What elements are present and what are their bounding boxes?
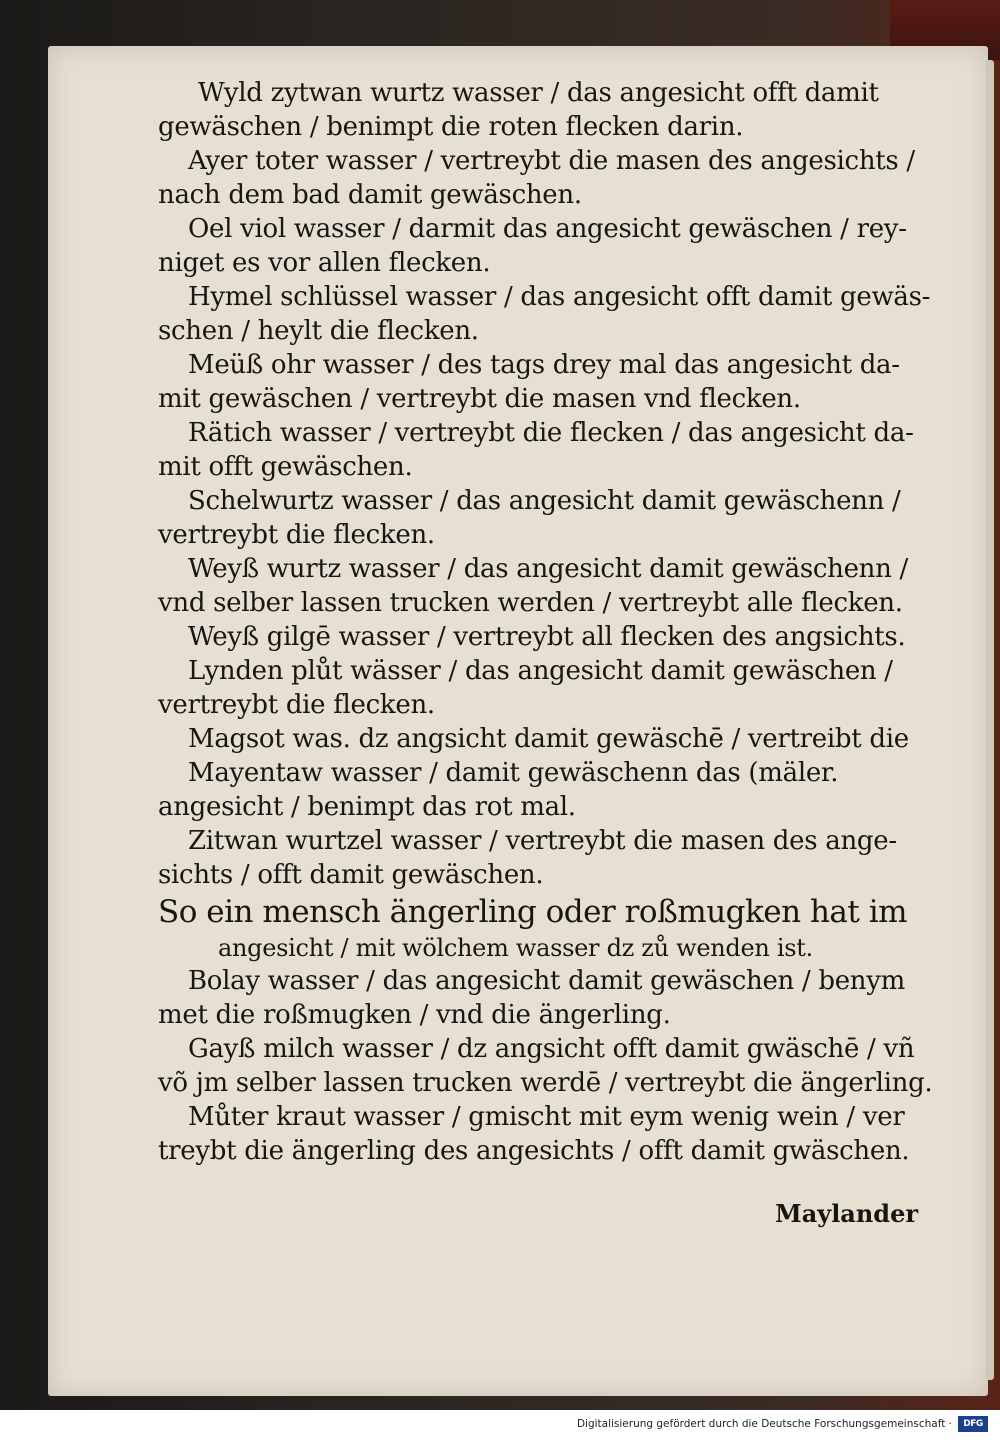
text-line: mit gewäschen / vertreybt die masen vnd flecken.: [158, 384, 801, 414]
text-line: Wyld zytwan wurtz wasser / das angesicht offt damit: [198, 78, 879, 108]
text-line: sichts / offt damit gewäschen.: [158, 860, 544, 890]
text-line: met die roßmugken / vnd die ängerling.: [158, 1000, 671, 1030]
text-line: mit offt gewäschen.: [158, 452, 413, 482]
text-line: angesicht / benimpt das rot mal.: [158, 792, 576, 822]
section-subheading: angesicht / mit wölchem wasser dz zů wenden ist.: [218, 934, 813, 962]
page-edge: [986, 60, 994, 1380]
text-line: Schelwurtz wasser / das angesicht damit gewäschenn /: [188, 486, 901, 516]
text-line: schen / heylt die flecken.: [158, 316, 479, 346]
funding-note: Digitalisierung gefördert durch die Deutsche Forschungsgemeinschaft ·: [576, 1418, 952, 1430]
dfg-logo-icon[interactable]: DFG: [958, 1416, 988, 1432]
text-line: Hymel schlüssel wasser / das angesicht offt damit gewäs-: [188, 282, 931, 312]
text-line: võ jm selber lassen trucken werdē / vertreybt die ängerling.: [158, 1068, 933, 1098]
text-line: Gayß milch wasser / dz angsicht offt damit gwäschē / vñ: [188, 1034, 915, 1064]
text-line: Magsot was. dz angsicht damit gewäschē / vertreibt die: [188, 724, 909, 754]
text-line: Lynden plůt wässer / das angesicht damit gewäschen /: [188, 656, 893, 686]
page-text: [158, 76, 978, 1168]
text-line: Rätich wasser / vertreybt die flecken / das angesicht da-: [188, 418, 914, 448]
text-line: vertreybt die flecken.: [158, 690, 435, 720]
text-line: Můter kraut wasser / gmischt mit eym wenig wein / ver: [188, 1102, 905, 1132]
text-line: Oel viol wasser / darmit das angesicht gewäschen / rey-: [188, 214, 907, 244]
text-line: Weyß wurtz wasser / das angesicht damit gewäschenn /: [188, 554, 908, 584]
text-line: Weyß gilgē wasser / vertreybt all flecken des angsichts.: [188, 622, 906, 652]
text-line: vertreybt die flecken.: [158, 520, 435, 550]
text-line: vnd selber lassen trucken werden / vertreybt alle flecken.: [158, 588, 903, 618]
catchword: Maylander: [775, 1199, 918, 1228]
footer-bar: [0, 1410, 1000, 1440]
text-line: Bolay wasser / das angesicht damit gewäschen / benym: [188, 966, 905, 996]
text-line: Ayer toter wasser / vertreybt die masen des angesichts /: [188, 146, 915, 176]
text-line: treybt die ängerling des angesichts / offt damit gwäschen.: [158, 1136, 910, 1166]
text-line: Zitwan wurtzel wasser / vertreybt die masen des ange-: [188, 826, 897, 856]
text-line: Meüß ohr wasser / des tags drey mal das angesicht da-: [188, 350, 900, 380]
text-line: niget es vor allen flecken.: [158, 248, 491, 278]
text-line: gewäschen / benimpt die roten flecken darin.: [158, 112, 744, 142]
text-line: Mayentaw wasser / damit gewäschenn das (mäler.: [188, 758, 839, 788]
text-line: nach dem bad damit gewäschen.: [158, 180, 582, 210]
book-page: [48, 46, 988, 1396]
section-heading: So ein mensch ängerling oder roßmugken hat im: [158, 894, 908, 930]
